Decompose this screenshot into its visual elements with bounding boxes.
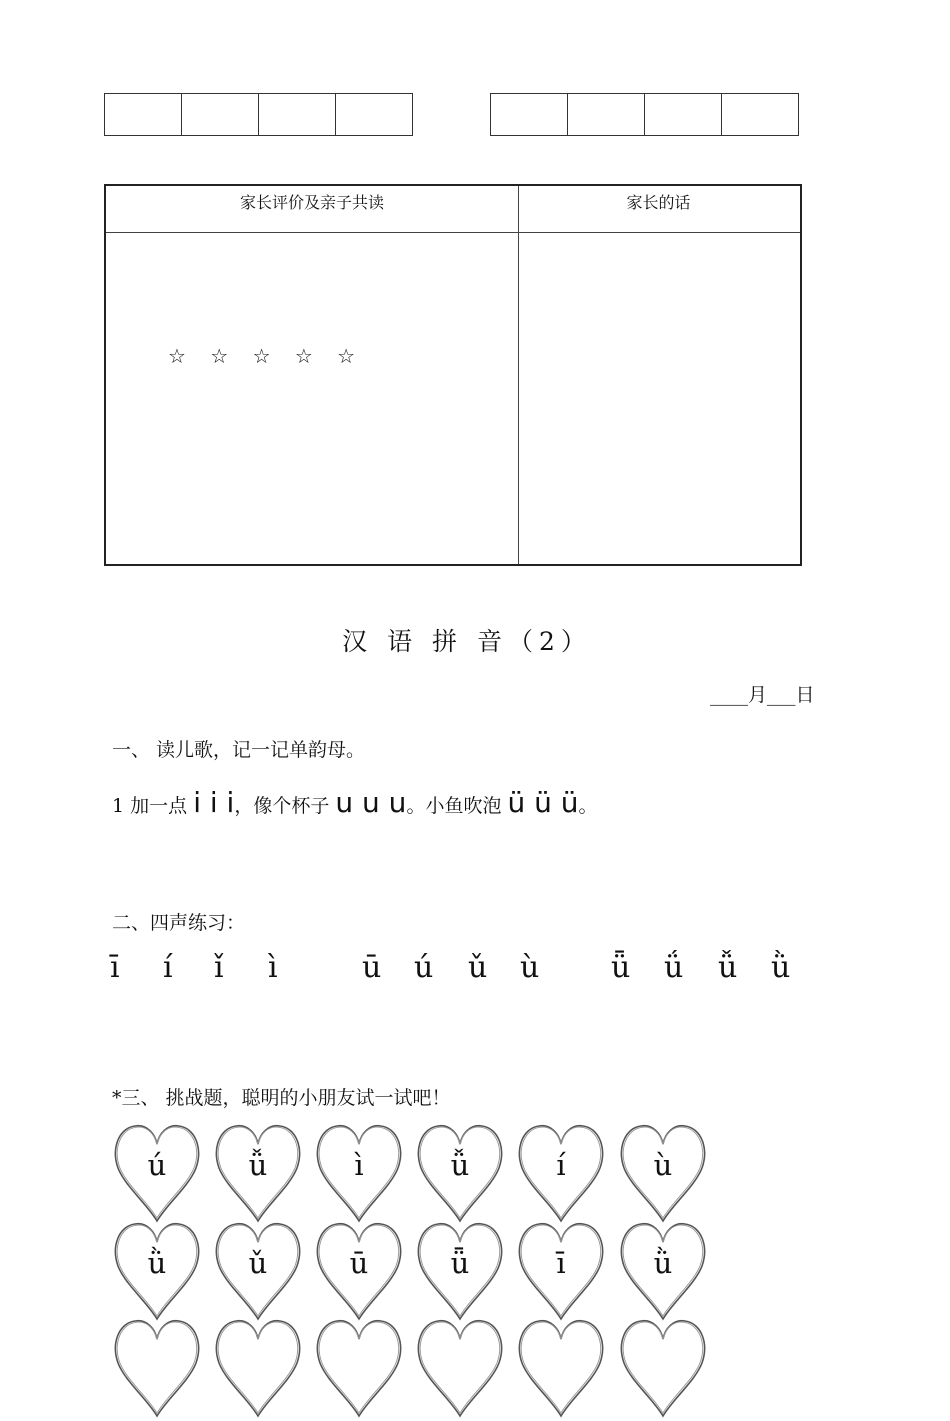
heart-card	[111, 1122, 203, 1226]
heart-card	[212, 1317, 304, 1421]
heart-outline-icon	[617, 1317, 709, 1421]
heart-card	[617, 1220, 709, 1324]
answer-box	[259, 94, 336, 135]
tone-mark: ī	[110, 950, 120, 985]
heart-card	[414, 1122, 506, 1226]
answer-box	[336, 94, 412, 135]
heart-outline-icon	[313, 1317, 405, 1421]
date-line: ____月___日	[710, 684, 815, 706]
answer-box	[722, 94, 798, 135]
heart-letter: ì	[354, 1148, 364, 1182]
tone-mark: ū	[362, 950, 382, 985]
tone-mark: ǘ	[664, 950, 684, 985]
section2-heading: 二、四声练习：	[112, 912, 246, 934]
heart-letter: ú	[147, 1148, 167, 1182]
heart-letter: ū	[349, 1246, 369, 1280]
heart-letter: ǜ	[653, 1246, 673, 1280]
heart-letter: ī	[556, 1246, 566, 1280]
heart-letter: ǚ	[248, 1148, 268, 1182]
heart-letter: ǔ	[248, 1246, 268, 1280]
tone-mark: ù	[520, 950, 540, 985]
heart-card	[617, 1317, 709, 1421]
section1-heading: 一、 读儿歌，记一记单韵母。	[112, 739, 366, 761]
heart-outline-icon	[515, 1317, 607, 1421]
heart-outline-icon	[414, 1317, 506, 1421]
section3-heading: *三、 挑战题，聪明的小朋友试一试吧！	[112, 1087, 451, 1109]
heart-card	[212, 1122, 304, 1226]
heart-outline-icon	[212, 1317, 304, 1421]
rhyme-text: ，像个杯子	[234, 795, 330, 817]
heart-letter: ǚ	[450, 1148, 470, 1182]
heart-letter: í	[556, 1148, 566, 1182]
answer-box	[568, 94, 645, 135]
heart-card	[515, 1220, 607, 1324]
heart-letter: ǖ	[450, 1246, 470, 1280]
header-parent-evaluation: 家长评价及亲子共读	[239, 193, 384, 212]
tone-mark: ǐ	[214, 950, 224, 985]
heart-letter: ù	[653, 1148, 673, 1182]
tone-mark: ú	[414, 950, 434, 985]
heart-card	[212, 1220, 304, 1324]
tone-mark: ǜ	[771, 950, 791, 985]
tone-mark: ǖ	[611, 950, 631, 985]
rhyme-line	[112, 786, 598, 819]
heart-outline-icon	[111, 1317, 203, 1421]
answer-box	[645, 94, 722, 135]
heart-card	[515, 1317, 607, 1421]
heart-card	[313, 1317, 405, 1421]
tone-mark: í	[163, 950, 173, 985]
rhyme-prefix: 1 加一点	[112, 795, 188, 817]
answer-box	[182, 94, 259, 135]
header-parent-words: 家长的话	[626, 193, 691, 212]
heart-card	[111, 1220, 203, 1324]
heart-card	[313, 1122, 405, 1226]
heart-letter: ǜ	[147, 1246, 167, 1280]
parent-evaluation-table	[104, 184, 802, 566]
rhyme-i-letters: i i i	[193, 786, 235, 819]
rhyme-u-letters: u u u	[335, 786, 407, 819]
heart-card	[414, 1220, 506, 1324]
heart-card	[313, 1220, 405, 1324]
rating-stars: ☆ ☆ ☆ ☆ ☆	[168, 344, 365, 368]
page-title: 汉 语 拼 音（2）	[342, 627, 592, 656]
rhyme-v-letters: ü ü ü	[507, 786, 579, 819]
table-divider	[106, 232, 800, 233]
answer-box-row-right	[490, 93, 799, 136]
answer-box	[491, 94, 568, 135]
tone-mark: ì	[268, 950, 278, 985]
heart-card	[111, 1317, 203, 1421]
heart-card	[617, 1122, 709, 1226]
rhyme-text: 。小鱼吹泡	[406, 795, 502, 817]
heart-card	[414, 1317, 506, 1421]
table-divider	[518, 186, 519, 564]
tone-mark: ǔ	[468, 950, 488, 985]
rhyme-end: 。	[578, 795, 598, 817]
tone-mark: ǚ	[718, 950, 738, 985]
answer-box-row-left	[104, 93, 413, 136]
answer-box	[105, 94, 182, 135]
heart-card	[515, 1122, 607, 1226]
